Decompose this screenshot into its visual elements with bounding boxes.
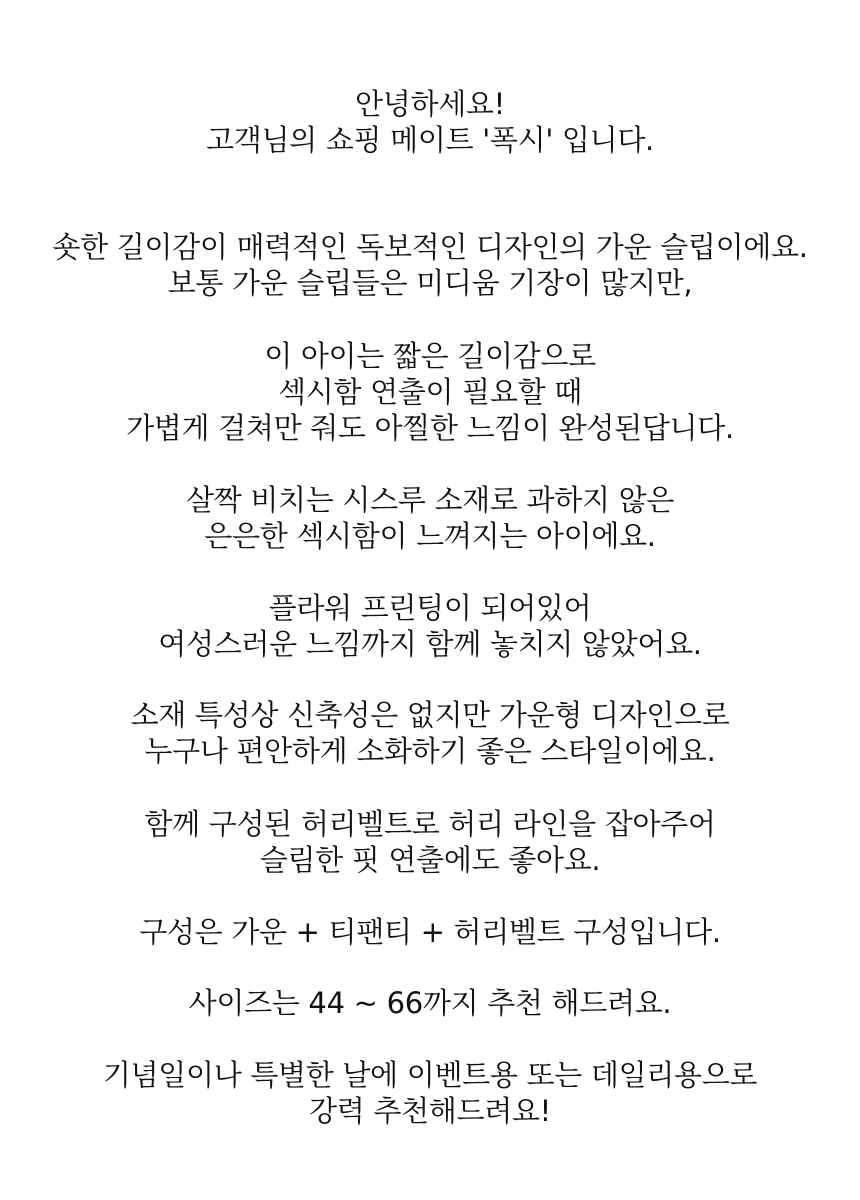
description-line-2: 보통 가운 슬립들은 미디움 기장이 많지만, xyxy=(167,266,693,300)
description-line-1: 숏한 길이감이 매력적인 독보적인 디자인의 가운 슬립이에요. xyxy=(52,230,808,264)
recommendation-line-2: 강력 추천해드려요! xyxy=(309,1094,551,1128)
description-line-4: 섹시함 연출이 필요할 때 xyxy=(278,375,582,409)
fit-line-2: 누구나 편안하게 소화하기 좋은 스타일이에요. xyxy=(144,734,716,768)
greeting-line: 안녕하세요! xyxy=(355,87,505,121)
composition-line: 구성은 가운 + 티팬티 + 허리벨트 구성입니다. xyxy=(139,915,721,949)
fit-line-1: 소재 특성상 신축성은 없지만 가운형 디자인으로 xyxy=(130,698,730,732)
belt-line-1: 함께 구성된 허리벨트로 허리 라인을 잡아주어 xyxy=(144,807,716,841)
print-line-1: 플라워 프린팅이 되어있어 xyxy=(268,591,592,625)
size-line: 사이즈는 44 ~ 66까지 추천 해드려요. xyxy=(188,986,672,1020)
intro-line: 고객님의 쇼핑 메이트 '폭시' 입니다. xyxy=(206,123,654,157)
recommendation-line-1: 기념일이나 특별한 날에 이벤트용 또는 데일리용으로 xyxy=(102,1058,758,1092)
description-line-3: 이 아이는 짧은 길이감으로 xyxy=(264,339,596,373)
material-line-1: 살짝 비치는 시스루 소재로 과하지 않은 xyxy=(185,483,675,517)
material-line-2: 은은한 섹시함이 느껴지는 아이에요. xyxy=(204,519,656,553)
description-line-5: 가볍게 걸쳐만 줘도 아찔한 느낌이 완성된답니다. xyxy=(126,411,734,445)
print-line-2: 여성스러운 느낌까지 함께 놓치지 않았어요. xyxy=(158,627,702,661)
belt-line-2: 슬림한 핏 연출에도 좋아요. xyxy=(259,843,601,877)
